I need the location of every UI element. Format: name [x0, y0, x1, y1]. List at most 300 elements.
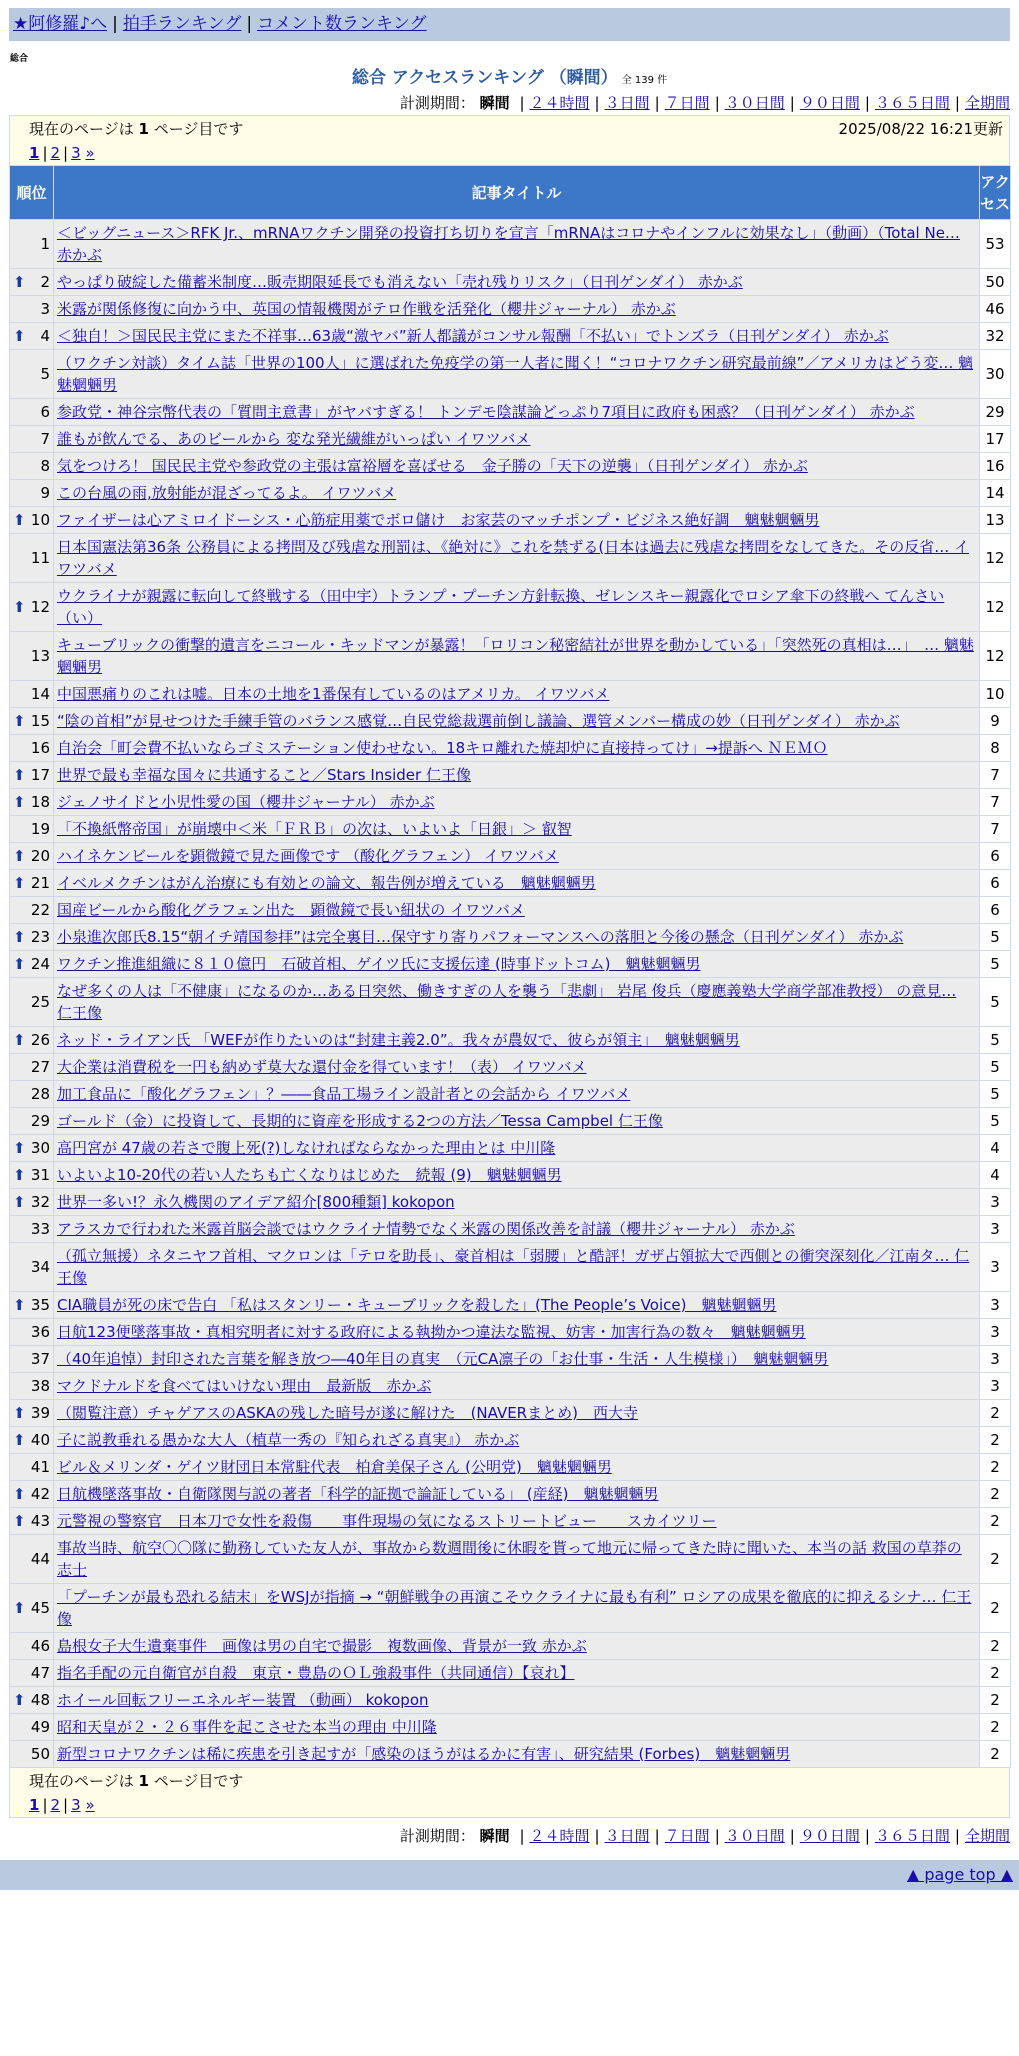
next-page-link[interactable]: »	[85, 1796, 95, 1814]
period-separator: |	[714, 94, 720, 112]
table-row	[10, 1108, 1011, 1135]
title-cell	[54, 507, 980, 534]
article-link[interactable]: 島根女子大生遺棄事件 画像は男の自宅で撮影 複数画像、背景が一致 赤かぶ	[57, 1637, 587, 1655]
table-row	[10, 453, 1011, 480]
title-cell	[54, 269, 980, 296]
table-row	[10, 323, 1011, 350]
table-row	[10, 1054, 1011, 1081]
page-link[interactable]: 2	[50, 1796, 61, 1814]
access-count: 2	[980, 1535, 1011, 1584]
comment-ranking-link[interactable]: コメント数ランキング	[257, 14, 427, 34]
rank-number: 39	[30, 1404, 50, 1422]
rank-cell	[10, 1243, 54, 1292]
article-link[interactable]: いよいよ10-20代の若い人たちも亡くなりはじめた 続報 (9) 魑魅魍魎男	[57, 1166, 562, 1184]
article-link[interactable]: ジェノサイドと小児性愛の国（櫻井ジャーナル） 赤かぶ	[57, 793, 435, 811]
title-cell	[54, 632, 980, 681]
rank-number: 21	[30, 874, 50, 892]
up-arrow-icon: ⬆	[13, 847, 26, 865]
article-link[interactable]: CIA職員が死の床で告白 「私はスタンリー・キューブリックを殺した」(The People’s Voice) 魑魅魍魎男	[57, 1296, 777, 1314]
period-link[interactable]: ３日間	[604, 94, 650, 112]
table-row	[10, 632, 1011, 681]
page-links	[29, 1793, 1003, 1817]
table-row	[10, 1454, 1011, 1481]
access-count: 29	[980, 399, 1011, 426]
article-link[interactable]: 新型コロナワクチンは稀に疾患を引き起すが「感染のほうがはるかに有害」、研究結果 (Forbes) 魑魅魍魎男	[57, 1745, 791, 1763]
rank-cell	[10, 1027, 54, 1054]
period-separator: |	[654, 94, 660, 112]
rank-number: 48	[30, 1691, 50, 1709]
table-row	[10, 399, 1011, 426]
up-arrow-icon: ⬆	[13, 327, 26, 345]
access-count: 2	[980, 1427, 1011, 1454]
article-link[interactable]: “陰の首相”が見せつけた手練手管のバランス感覚…自民党総裁選前倒し議論、選管メンバー構成の妙（日刊ゲンダイ） 赤かぶ	[57, 712, 900, 730]
rank-number: 16	[30, 739, 50, 757]
title-cell	[54, 1189, 980, 1216]
access-count: 3	[980, 1243, 1011, 1292]
rank-number: 34	[30, 1258, 50, 1276]
access-count: 3	[980, 1373, 1011, 1400]
title-cell	[54, 1243, 980, 1292]
title-cell	[54, 1162, 980, 1189]
title-cell	[54, 762, 980, 789]
page-separator: |	[42, 144, 48, 162]
rank-number: 6	[40, 403, 50, 421]
rank-number: 35	[30, 1296, 50, 1314]
access-count: 3	[980, 1216, 1011, 1243]
up-arrow-icon: ⬆	[13, 928, 26, 946]
access-count: 2	[980, 1741, 1011, 1768]
period-separator: |	[954, 94, 960, 112]
rank-number: 46	[30, 1637, 50, 1655]
access-count: 6	[980, 843, 1011, 870]
article-link[interactable]: （40年追悼）封印された言葉を解き放つ―40年目の真実 （元CA凛子の「お仕事・生活・人生模様」） 魑魅魍魎男	[57, 1350, 829, 1368]
updated-time: 2025/08/22 16:21更新	[838, 120, 1003, 138]
rank-cell	[10, 1535, 54, 1584]
access-count: 5	[980, 1108, 1011, 1135]
title-cell	[54, 1292, 980, 1319]
article-link[interactable]: 子に説教垂れる愚かな大人（植草一秀の『知られざる真実』） 赤かぶ	[57, 1431, 520, 1449]
article-link[interactable]: 参政党・神谷宗幣代表の「質問主意書」がヤバすぎる！ トンデモ陰謀論どっぷり7項目に政府も困惑？（日刊ゲンダイ） 赤かぶ	[57, 403, 915, 421]
access-count: 2	[980, 1660, 1011, 1687]
rank-cell	[10, 269, 54, 296]
title-cell	[54, 735, 980, 762]
table-row	[10, 507, 1011, 534]
article-link[interactable]: ウクライナが親露に転向して終戦する（田中宇）トランプ・プーチン方針転換、ゼレンスキー親露化でロシア傘下の終戦へ てんさい（い）	[57, 587, 945, 627]
article-link[interactable]: 高円宮が 47歳の若さで腹上死(?)しなければならなかった理由とは 中川隆	[57, 1139, 556, 1157]
period-separator: |	[864, 94, 870, 112]
rank-number: 30	[30, 1139, 50, 1157]
access-count: 12	[980, 583, 1011, 632]
rank-cell	[10, 1373, 54, 1400]
table-row	[10, 1633, 1011, 1660]
page-separator: |	[42, 1796, 48, 1814]
rank-number: 28	[30, 1085, 50, 1103]
page-link[interactable]: 2	[50, 144, 61, 162]
title-cell	[54, 897, 980, 924]
access-count: 50	[980, 269, 1011, 296]
rank-number: 19	[30, 820, 50, 838]
page-top-link[interactable]: ▲ page top ▲	[906, 1865, 1013, 1884]
col-access-header: アクセス	[980, 166, 1011, 220]
access-count: 7	[980, 762, 1011, 789]
table-row	[10, 1346, 1011, 1373]
title-cell	[54, 220, 980, 269]
col-rank-header: 順位	[10, 166, 54, 220]
article-link[interactable]: 国産ビールから酸化グラフェン出た 顕微鏡で長い紐状の イワツバメ	[57, 901, 525, 919]
access-count: 2	[980, 1454, 1011, 1481]
rank-cell	[10, 1454, 54, 1481]
rank-cell	[10, 453, 54, 480]
title-cell	[54, 924, 980, 951]
period-separator: |	[519, 1827, 525, 1845]
table-row	[10, 1400, 1011, 1427]
article-link[interactable]: キューブリックの衝撃的遺言をニコール・キッドマンが暴露！「ロリコン秘密結社が世界を動かしている」「突然死の真相は…」 … 魑魅魍魎男	[57, 636, 974, 676]
ranking-title: 総合 アクセスランキング （瞬間）	[351, 68, 618, 88]
article-link[interactable]: 元警視の警察官 日本刀で女性を殺傷 事件現場の気になるストリートビュー スカイツリー	[57, 1512, 717, 1530]
rank-cell	[10, 1108, 54, 1135]
access-count: 3	[980, 1319, 1011, 1346]
article-link[interactable]: 「プーチンが最も恐れる結末」をWSJが指摘 → “朝鮮戦争の再演こそウクライナに最も有利” ロシアの成果を徹底的に抑えるシナ… 仁王像	[57, 1588, 972, 1628]
title-cell	[54, 480, 980, 507]
period-link[interactable]: 全期間	[964, 94, 1010, 112]
rank-cell	[10, 1481, 54, 1508]
period-link[interactable]: ３６５日間	[874, 1827, 950, 1845]
up-arrow-icon: ⬆	[13, 1599, 26, 1617]
article-link[interactable]: 小泉進次郎氏8.15“朝イチ靖国参拝”は完全裏目…保守すり寄りパフォーマンスへの落胆と今後の懸念（日刊ゲンダイ） 赤かぶ	[57, 928, 904, 946]
period-separator: |	[654, 1827, 660, 1845]
period-link[interactable]: ９０日間	[799, 1827, 860, 1845]
table-row	[10, 269, 1011, 296]
rank-number: 10	[30, 511, 50, 529]
rank-number: 37	[30, 1350, 50, 1368]
access-count: 46	[980, 296, 1011, 323]
up-arrow-icon: ⬆	[13, 955, 26, 973]
article-link[interactable]: ワクチン推進組織に８１０億円 石破首相、ゲイツ氏に支援伝達 (時事ドットコム) 魑魅魍魎男	[57, 955, 701, 973]
access-count: 7	[980, 816, 1011, 843]
rank-cell	[10, 1633, 54, 1660]
table-row	[10, 1319, 1011, 1346]
period-link[interactable]: ３日間	[604, 1827, 650, 1845]
rank-number: 40	[30, 1431, 50, 1449]
article-link[interactable]: ホイール回転フリーエネルギー装置 （動画） kokopon	[57, 1691, 429, 1709]
access-count: 3	[980, 1292, 1011, 1319]
table-row	[10, 350, 1011, 399]
article-link[interactable]: 指名手配の元自衛官が自殺 東京・豊島のＯＬ強殺事件（共同通信）【哀れ】	[57, 1664, 575, 1682]
access-count: 2	[980, 1400, 1011, 1427]
rank-cell	[10, 870, 54, 897]
rank-number: 33	[30, 1220, 50, 1238]
pager-top	[9, 115, 1010, 165]
rank-cell	[10, 220, 54, 269]
total-count: 全 139 件	[621, 75, 668, 86]
period-link[interactable]: ７日間	[664, 94, 710, 112]
article-link[interactable]: 加工食品に「酸化グラフェン」？――食品工場ライン設計者との会話から イワツバメ	[57, 1085, 631, 1103]
table-row	[10, 1162, 1011, 1189]
rank-cell	[10, 534, 54, 583]
access-count: 13	[980, 507, 1011, 534]
top-nav-bar	[9, 8, 1010, 41]
table-row	[10, 1027, 1011, 1054]
table-row	[10, 480, 1011, 507]
table-row	[10, 870, 1011, 897]
rank-number: 23	[30, 928, 50, 946]
rank-number: 45	[30, 1599, 50, 1617]
period-link[interactable]: ３０日間	[724, 94, 785, 112]
table-row	[10, 296, 1011, 323]
title-cell	[54, 583, 980, 632]
rank-cell	[10, 480, 54, 507]
rank-cell	[10, 1054, 54, 1081]
table-row	[10, 1373, 1011, 1400]
rank-number: 15	[30, 712, 50, 730]
article-link[interactable]: 日航123便墜落事故・真相究明者に対する政府による執拗かつ違法な監視、妨害・加害行為の数々 魑魅魍魎男	[57, 1323, 806, 1341]
title-cell	[54, 1535, 980, 1584]
article-link[interactable]: 「不換紙幣帝国」が崩壊中＜米「ＦＲＢ」の次は、いよいよ「日銀」＞ 叡智	[57, 820, 572, 838]
table-row	[10, 583, 1011, 632]
home-link[interactable]: ★阿修羅♪へ	[13, 14, 108, 34]
rank-cell	[10, 897, 54, 924]
category-label: 総合	[10, 54, 29, 64]
page-separator: |	[63, 144, 69, 162]
article-link[interactable]: イベルメクチンはがん治療にも有効との論文、報告例が増えている 魑魅魍魎男	[57, 874, 596, 892]
ranking-table	[9, 165, 1011, 1768]
period-separator: |	[789, 94, 795, 112]
title-cell	[54, 1319, 980, 1346]
rank-cell	[10, 323, 54, 350]
up-arrow-icon: ⬆	[13, 766, 26, 784]
table-row	[10, 762, 1011, 789]
article-link[interactable]: ゴールド（金）に投資して、長期的に資産を形成する2つの方法／Tessa Campbel 仁王像	[57, 1112, 663, 1130]
period-separator: |	[954, 1827, 960, 1845]
table-row	[10, 951, 1011, 978]
rank-cell	[10, 708, 54, 735]
period-link[interactable]: 全期間	[964, 1827, 1010, 1845]
up-arrow-icon: ⬆	[13, 1296, 26, 1314]
access-count: 5	[980, 1054, 1011, 1081]
title-cell	[54, 1714, 980, 1741]
article-link[interactable]: 日航機墜落事故・自衛隊関与説の著者「科学的証拠で論証している」 (産経) 魑魅魍魎男	[57, 1485, 659, 1503]
article-link[interactable]: ファイザーは心アミロイドーシス・心筋症用薬でボロ儲け お家芸のマッチポンプ・ビジネス絶好調 魑魅魍魎男	[57, 511, 820, 529]
rank-cell	[10, 350, 54, 399]
period-link[interactable]: ７日間	[664, 1827, 710, 1845]
title-cell	[54, 1081, 980, 1108]
rank-number: 43	[30, 1512, 50, 1530]
title-cell	[54, 296, 980, 323]
rank-number: 42	[30, 1485, 50, 1503]
table-row	[10, 1584, 1011, 1633]
article-link[interactable]: 日本国憲法第36条 公務員による拷問及び残虐な刑罰は、《絶対に》これを禁ずる(日本は過去に残虐な拷問をなしてきた。その反省… イワツバメ	[57, 538, 969, 578]
period-separator: |	[864, 1827, 870, 1845]
article-link[interactable]: 世界で最も幸福な国々に共通すること／Stars Insider 仁王像	[57, 766, 471, 784]
access-count: 5	[980, 1081, 1011, 1108]
page-title	[9, 65, 1010, 91]
article-link[interactable]: 大企業は消費税を一円も納めず莫大な還付金を得ています！（表） イワツバメ	[57, 1058, 587, 1076]
table-row	[10, 1741, 1011, 1768]
rank-cell	[10, 1216, 54, 1243]
article-link[interactable]: 中国悪痛りのこれは嘘。日本の土地を1番保有しているのはアメリカ。 イワツバメ	[57, 685, 610, 703]
rank-number: 3	[40, 300, 50, 318]
table-row	[10, 978, 1011, 1027]
rank-cell	[10, 1162, 54, 1189]
page-link[interactable]: 3	[71, 1796, 81, 1814]
table-row	[10, 1481, 1011, 1508]
period-link[interactable]: ９０日間	[799, 94, 860, 112]
rank-cell	[10, 1400, 54, 1427]
period-current: 瞬間	[479, 94, 510, 112]
access-count: 9	[980, 708, 1011, 735]
up-arrow-icon: ⬆	[13, 1485, 26, 1503]
rank-number: 26	[30, 1031, 50, 1049]
rank-cell	[10, 296, 54, 323]
table-row	[10, 220, 1011, 269]
next-page-link[interactable]: »	[85, 144, 95, 162]
title-cell	[54, 1346, 980, 1373]
period-link[interactable]: ３６５日間	[874, 94, 950, 112]
article-link[interactable]: 米露が関係修復に向かう中、英国の情報機関がテロ作戦を活発化（櫻井ジャーナル） 赤かぶ	[57, 300, 676, 318]
access-count: 7	[980, 789, 1011, 816]
rank-cell	[10, 735, 54, 762]
access-count: 5	[980, 978, 1011, 1027]
title-cell	[54, 843, 980, 870]
up-arrow-icon: ⬆	[13, 1031, 26, 1049]
article-link[interactable]: （ワクチン対談）タイム誌「世界の100人」に選ばれた免疫学の第一人者に聞く！“コロナワクチン研究最前線”／アメリカはどう変… 魑魅魍魎男	[57, 354, 974, 394]
rank-number: 49	[30, 1718, 50, 1736]
period-link[interactable]: ２４時間	[529, 94, 590, 112]
title-cell	[54, 789, 980, 816]
article-link[interactable]: ビル＆メリンダ・ゲイツ財団日本常駐代表 柏倉美保子さん (公明党) 魑魅魍魎男	[57, 1458, 612, 1476]
article-link[interactable]: アラスカで行われた米露首脳会談ではウクライナ情勢でなく米露の関係改善を討議（櫻井ジャーナル） 赤かぶ	[57, 1220, 795, 1238]
article-link[interactable]: なぜ多くの人は「不健康」になるのか…ある日突然、働きすぎの人を襲う「悲劇」 岩尾 俊兵（慶應義塾大学商学部准教授） の意見… 仁王像	[57, 982, 957, 1022]
rank-number: 20	[30, 847, 50, 865]
rank-cell	[10, 1714, 54, 1741]
period-separator: |	[789, 1827, 795, 1845]
up-arrow-icon: ⬆	[13, 1431, 26, 1449]
article-link[interactable]: 世界一多い!？永久機関のアイデア紹介[800種類] kokopon	[57, 1193, 455, 1211]
title-cell	[54, 534, 980, 583]
title-cell	[54, 1135, 980, 1162]
table-row	[10, 1189, 1011, 1216]
article-link[interactable]: 昭和天皇が２・２６事件を起こさせた本当の理由 中川隆	[57, 1718, 437, 1736]
up-arrow-icon: ⬆	[13, 598, 26, 616]
article-link[interactable]: ハイネケンビールを顕微鏡で見た画像です （酸化グラフェン） イワツバメ	[57, 847, 559, 865]
rank-number: 47	[30, 1664, 50, 1682]
table-row	[10, 897, 1011, 924]
access-count: 4	[980, 1162, 1011, 1189]
article-link[interactable]: （孤立無援）ネタニヤフ首相、マクロンは「テロを助長」、豪首相は「弱腰」と酷評！ガザ占領拡大で西側との衝突深刻化／江南タ… 仁王像	[57, 1247, 970, 1287]
article-link[interactable]: 気をつけろ！ 国民民主党や参政党の主張は富裕層を喜ばせる 金子勝の「天下の逆襲」（日刊ゲンダイ） 赤かぶ	[57, 457, 808, 475]
title-cell	[54, 1108, 980, 1135]
table-row	[10, 1508, 1011, 1535]
article-link[interactable]: この台風の雨,放射能が混ざってるよ。 イワツバメ	[57, 484, 397, 502]
title-cell	[54, 1741, 980, 1768]
title-cell	[54, 1687, 980, 1714]
access-count: 2	[980, 1481, 1011, 1508]
article-link[interactable]: 自治会「町会費不払いならゴミステーション使わせない。18キロ離れた焼却炉に直接持ってけ」→提訴へ ＮＥＭＯ	[57, 739, 828, 757]
access-count: 2	[980, 1687, 1011, 1714]
up-arrow-icon: ⬆	[13, 1404, 26, 1422]
rank-cell	[10, 1508, 54, 1535]
rank-number: 50	[30, 1745, 50, 1763]
rank-cell	[10, 1427, 54, 1454]
rank-cell	[10, 583, 54, 632]
table-row	[10, 924, 1011, 951]
up-arrow-icon: ⬆	[13, 1512, 26, 1530]
table-row	[10, 1081, 1011, 1108]
rank-number: 7	[40, 430, 50, 448]
page-link-current[interactable]: 1	[29, 144, 40, 162]
title-cell	[54, 399, 980, 426]
table-row	[10, 708, 1011, 735]
title-cell	[54, 978, 980, 1027]
title-cell	[54, 426, 980, 453]
period-link[interactable]: ２４時間	[529, 1827, 590, 1845]
rank-number: 31	[30, 1166, 50, 1184]
title-cell	[54, 681, 980, 708]
title-cell	[54, 350, 980, 399]
table-row	[10, 816, 1011, 843]
article-link[interactable]: ＜ビッグニュース＞RFK Jr.、mRNAワクチン開発の投資打ち切りを宣言「mRNAはコロナやインフルに効果なし」（動画）（Total Ne… 赤かぶ	[57, 224, 960, 264]
rank-number: 4	[40, 327, 50, 345]
table-row	[10, 1714, 1011, 1741]
title-cell	[54, 1400, 980, 1427]
access-count: 4	[980, 1135, 1011, 1162]
rank-cell	[10, 426, 54, 453]
title-cell	[54, 1481, 980, 1508]
rank-cell	[10, 1346, 54, 1373]
clap-ranking-link[interactable]: 拍手ランキング	[122, 14, 242, 34]
access-count: 2	[980, 1633, 1011, 1660]
up-arrow-icon: ⬆	[13, 1166, 26, 1184]
title-cell	[54, 816, 980, 843]
access-count: 2	[980, 1584, 1011, 1633]
article-link[interactable]: やっぱり破綻した備蓄米制度…販売期限延長でも消えない「売れ残りリスク」（日刊ゲンダイ） 赤かぶ	[57, 273, 743, 291]
up-arrow-icon: ⬆	[13, 273, 26, 291]
title-cell	[54, 1054, 980, 1081]
col-title-header: 記事タイトル	[54, 166, 980, 220]
rank-cell	[10, 1189, 54, 1216]
article-link[interactable]: 誰もが飲んでる、あのビールから 変な発光繊維がいっぱい イワツバメ	[57, 430, 531, 448]
rank-number: 18	[30, 793, 50, 811]
period-link[interactable]: ３０日間	[724, 1827, 785, 1845]
table-row	[10, 1135, 1011, 1162]
table-row	[10, 1535, 1011, 1584]
access-count: 3	[980, 1189, 1011, 1216]
rank-number: 2	[40, 273, 50, 291]
table-row	[10, 1687, 1011, 1714]
page-link-current[interactable]: 1	[29, 1796, 40, 1814]
article-link[interactable]: （閲覧注意）チャゲアスのASKAの残した暗号が遂に解けた (NAVERまとめ) 西大寺	[57, 1404, 638, 1422]
up-arrow-icon: ⬆	[13, 1139, 26, 1157]
article-link[interactable]: ネッド・ライアン氏 「WEFが作りたいのは“封建主義2.0”。我々が農奴で、彼らが領主」 魑魅魍魎男	[57, 1031, 740, 1049]
rank-number: 9	[40, 484, 50, 502]
rank-cell	[10, 1584, 54, 1633]
access-count: 6	[980, 897, 1011, 924]
rank-number: 24	[30, 955, 50, 973]
bottom-bar	[0, 1860, 1019, 1890]
rank-number: 38	[30, 1377, 50, 1395]
article-link[interactable]: 事故当時、航空〇〇隊に勤務していた友人が、事故から数週間後に休暇を貰って地元に帰ってきた時に聞いた、本当の話 救国の草莽の志士	[57, 1539, 962, 1579]
table-row	[10, 1427, 1011, 1454]
article-link[interactable]: ＜独自！＞国民民主党にまた不祥事…63歳“激ヤバ”新人都議がコンサル報酬「不払い」でトンズラ（日刊ゲンダイ） 赤かぶ	[57, 327, 889, 345]
period-separator: |	[714, 1827, 720, 1845]
article-link[interactable]: マクドナルドを食べてはいけない理由 最新版 赤かぶ	[57, 1377, 432, 1395]
rank-number: 44	[30, 1550, 50, 1568]
period-label: 計測期間：	[399, 1827, 475, 1845]
rank-number: 27	[30, 1058, 50, 1076]
page-link[interactable]: 3	[71, 144, 81, 162]
table-row	[10, 789, 1011, 816]
period-separator: |	[594, 1827, 600, 1845]
